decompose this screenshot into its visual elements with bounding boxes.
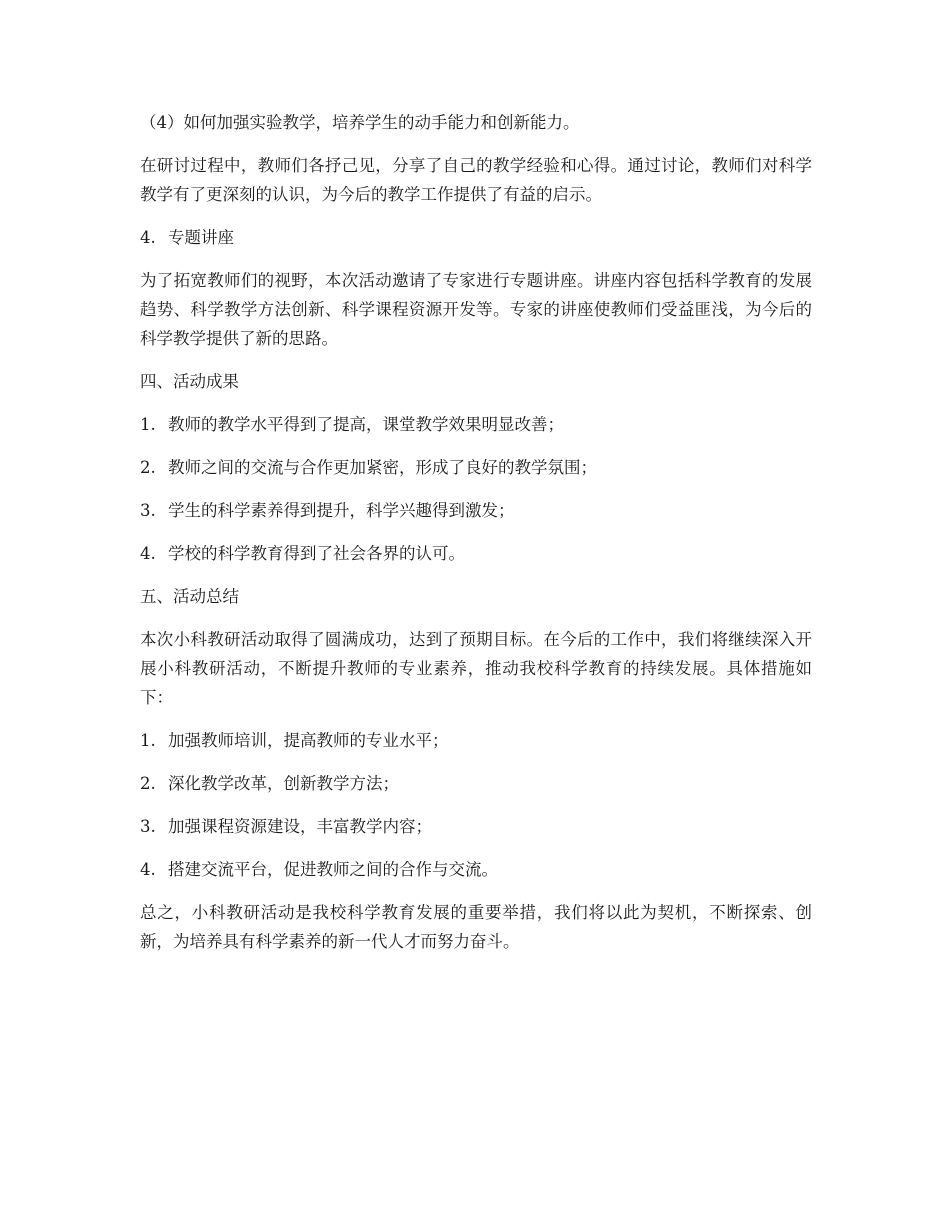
lecture-heading-number: 4. <box>140 228 156 247</box>
list-number: 2. <box>140 774 156 793</box>
list-number: 4. <box>140 860 156 879</box>
results-item <box>140 539 812 568</box>
list-text: 加强课程资源建设，丰富教学内容； <box>168 817 432 836</box>
measures-item <box>140 855 812 884</box>
results-item <box>140 453 812 482</box>
list-number: 2. <box>140 458 156 477</box>
results-item <box>140 410 812 439</box>
list-number: 1. <box>140 415 156 434</box>
measures-item <box>140 769 812 798</box>
list-number: 1. <box>140 731 156 750</box>
lecture-body: 为了拓宽教师们的视野，本次活动邀请了专家进行专题讲座。讲座内容包括科学教育的发展趋势、科学教学方法创新、科学课程资源开发等。专家的讲座使教师们受益匪浅，为今后的科学教学提供了新的思路。 <box>140 271 812 348</box>
measures-item <box>140 812 812 841</box>
results-item <box>140 496 812 525</box>
list-number: 4. <box>140 544 156 563</box>
lecture-heading-title: 专题讲座 <box>168 228 234 247</box>
lecture-heading <box>140 223 812 252</box>
conclusion-paragraph: 总之，小科教研活动是我校科学教育发展的重要举措，我们将以此为契机，不断探索、创新，为培养具有科学素养的新一代人才而努力奋斗。 <box>140 903 812 951</box>
measures-item <box>140 726 812 755</box>
list-number: 3. <box>140 817 156 836</box>
list-text: 教师之间的交流与合作更加紧密，形成了良好的教学氛围； <box>168 458 597 477</box>
summary-intro: 本次小科教研活动取得了圆满成功，达到了预期目标。在今后的工作中，我们将继续深入开展小科教研活动，不断提升教师的专业素养，推动我校科学教育的持续发展。具体措施如下： <box>140 630 812 707</box>
summary-heading: 五、活动总结 <box>140 587 239 606</box>
list-text: 教师的教学水平得到了提高，课堂教学效果明显改善； <box>168 415 564 434</box>
results-heading: 四、活动成果 <box>140 372 239 391</box>
list-text: 加强教师培训，提高教师的专业水平； <box>168 731 449 750</box>
list-text: 学生的科学素养得到提升，科学兴趣得到激发； <box>168 501 515 520</box>
list-text: 搭建交流平台，促进教师之间的合作与交流。 <box>168 860 498 879</box>
list-text: 深化教学改革，创新教学方法； <box>168 774 399 793</box>
list-number: 3. <box>140 501 156 520</box>
seminar-item-4: （4）如何加强实验教学，培养学生的动手能力和创新能力。 <box>140 113 580 132</box>
list-text: 学校的科学教育得到了社会各界的认可。 <box>168 544 465 563</box>
document-page <box>140 108 812 970</box>
seminar-summary: 在研讨过程中，教师们各抒己见，分享了自己的教学经验和心得。通过讨论，教师们对科学教学有了更深刻的认识，为今后的教学工作提供了有益的启示。 <box>140 156 812 204</box>
